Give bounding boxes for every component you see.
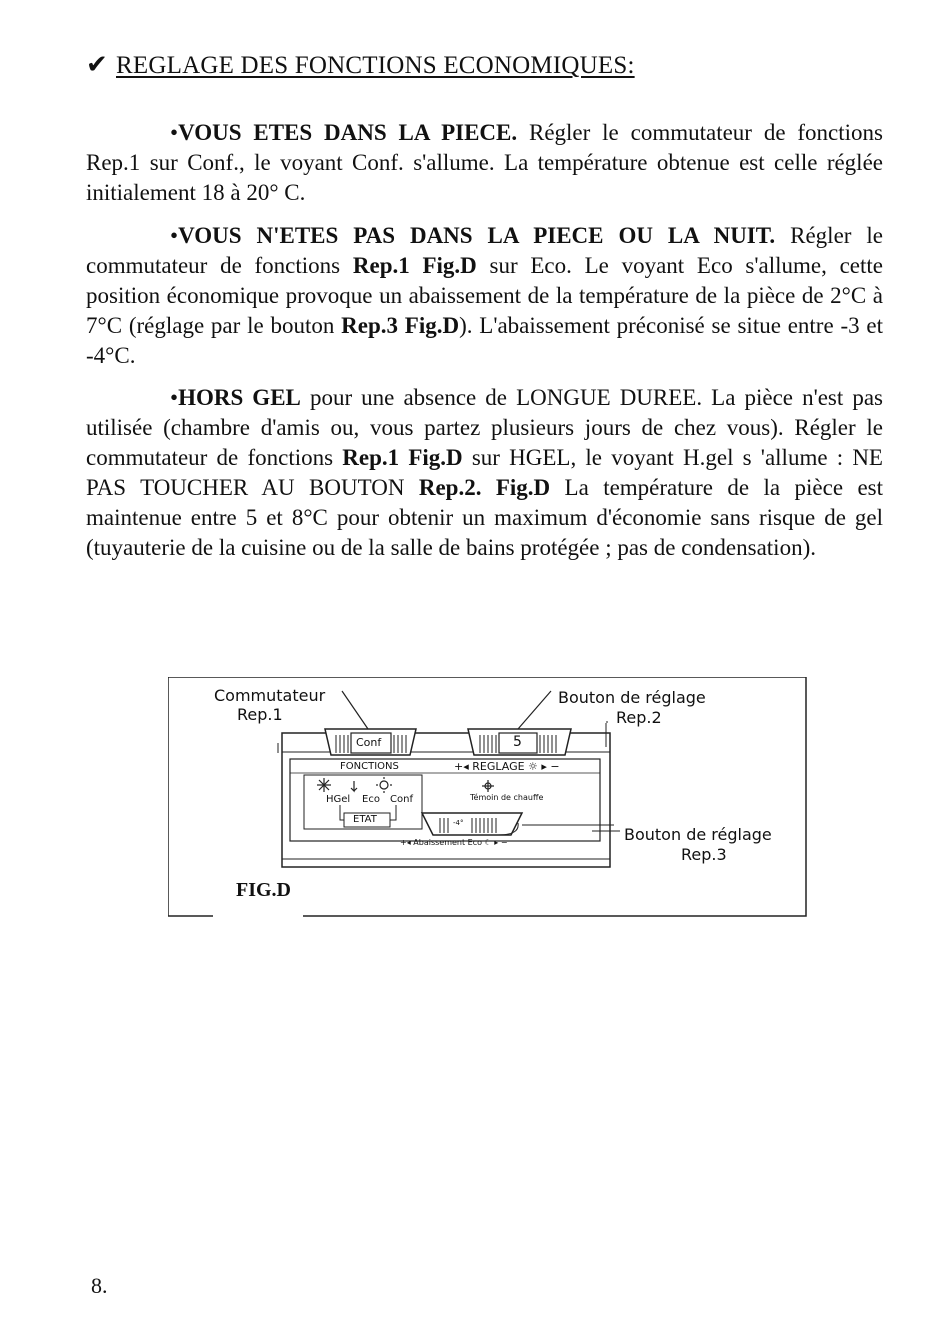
paragraph-hors-gel — [86, 383, 883, 563]
paragraph-away-night — [86, 221, 883, 371]
callout-rep2: Rep.2 — [616, 708, 662, 727]
callout-commutateur: Commutateur — [214, 686, 326, 705]
section-heading — [86, 50, 635, 80]
callout-rep3: Rep.3 — [681, 845, 727, 864]
reference: Rep.2. Fig.D — [418, 475, 551, 500]
knob-value: 5 — [513, 734, 522, 750]
figure-caption: FIG.D — [226, 879, 301, 902]
bullet: • — [170, 223, 179, 248]
reference: Rep.1 Fig.D — [352, 253, 477, 278]
mode-conf: Conf — [390, 794, 413, 805]
callout-bouton-reglage-2: Bouton de réglage — [558, 688, 706, 707]
paragraph-text: Régler le commutateur de fonctions — [86, 223, 883, 278]
temoin-label: Témoin de chauffe — [470, 793, 544, 802]
reference: Rep.1 Fig.D — [342, 445, 463, 470]
switch-position-label: Conf — [356, 736, 382, 749]
knob3-label: -4° — [453, 819, 464, 827]
fonctions-label: FONCTIONS — [340, 761, 399, 772]
bullet: • — [170, 385, 179, 410]
callout-bouton-reglage-3: Bouton de réglage — [624, 825, 772, 844]
reglage-label: +◂ REGLAGE ☼ ▸ − — [454, 760, 560, 773]
bullet: • — [170, 120, 179, 145]
paragraph-lead: VOUS N'ETES PAS DANS LA PIECE OU LA NUIT. — [178, 223, 776, 248]
reference: Rep.3 Fig.D — [341, 313, 460, 338]
paragraph-lead: HORS GEL — [178, 385, 301, 410]
paragraph-text: sur HGEL, le voyant H.gel s 'allume : NE PAS TOUCHER AU BOUTON — [86, 445, 883, 500]
paragraph-text: sur Eco. Le voyant Eco s'allume, cette position économique provoque un abaissement de la température de la pièce de 2°C à 7°C (réglage par le bouton — [86, 253, 884, 338]
paragraph-in-room — [86, 118, 883, 208]
paragraph-text: La température de la pièce est maintenue entre 5 et 8°C pour obtenir un maximum d'économie sans risque de gel (tuyauterie de la cuisine ou de la salle de bains protégée ; pas de condensation). — [86, 475, 883, 560]
paragraph-text: Régler le commutateur de fonctions Rep.1 sur Conf., le voyant Conf. s'allume. La température obtenue est celle réglée initialement 18 à 20° C. — [86, 120, 883, 205]
page-number: 8. — [91, 1273, 108, 1298]
figure-d — [168, 677, 808, 919]
check-mark-icon: ✔ — [86, 50, 108, 80]
etat-label: ETAT — [353, 814, 377, 825]
mode-hgel: HGel — [326, 794, 351, 805]
callout-rep1: Rep.1 — [237, 705, 283, 724]
paragraph-text: ). L'abaissement préconisé se situe entre -3 et -4°C. — [86, 313, 883, 368]
heading-text: REGLAGE DES FONCTIONS ECONOMIQUES: — [116, 52, 635, 79]
abaissement-label: +◂ Abaissement Eco ☾ ▸ − — [400, 838, 508, 847]
mode-eco: Eco — [362, 794, 380, 805]
paragraph-lead: VOUS ETES DANS LA PIECE. — [178, 120, 518, 145]
paragraph-text: pour une absence de LONGUE DUREE. La pièce n'est pas utilisée (chambre d'amis ou, vous partez plusieurs jours de chez vous). Régler le commutateur de fonctions — [86, 385, 883, 470]
